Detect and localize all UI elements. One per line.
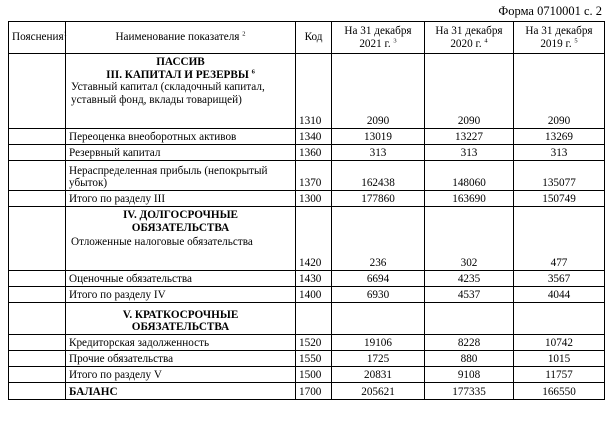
value-2020: 313 <box>425 145 514 161</box>
header-notes: Пояснения$^1$ <box>9 22 66 54</box>
notes-cell <box>9 207 66 271</box>
value-2019: 166550 <box>514 383 605 400</box>
header-2020: На 31 декабря 2020 г. $^4$ <box>425 22 514 54</box>
table-row <box>9 287 605 303</box>
table-row <box>9 145 605 161</box>
value-2021: 313 <box>332 145 425 161</box>
table-row <box>9 271 605 287</box>
value-2020: 4235 <box>425 271 514 287</box>
value-2019: 150749 <box>514 191 605 207</box>
table-row <box>9 54 605 129</box>
notes-cell <box>9 303 66 335</box>
value-2019: 1015 <box>514 351 605 367</box>
notes-cell <box>9 191 66 207</box>
notes-cell <box>9 287 66 303</box>
section3-header-cell <box>66 54 296 129</box>
notes-cell <box>9 54 66 129</box>
row-code: 1420 <box>296 207 332 271</box>
row-name-ustav: Уставный капитал (складочный капитал, уставный фонд, вклады товарищей) <box>71 81 265 106</box>
section-title-longterm: IV. ДОЛГОСРОЧНЫЕ <box>122 209 239 221</box>
row-code: 1430 <box>296 271 332 287</box>
value-2020: 9108 <box>425 367 514 383</box>
value-2021: 205621 <box>332 383 425 400</box>
value-2020: 8228 <box>425 335 514 351</box>
value-2019: 477 <box>514 207 605 271</box>
row-code: 1300 <box>296 191 332 207</box>
row-code: 1340 <box>296 129 332 145</box>
row-code: 1400 <box>296 287 332 303</box>
table-row <box>9 207 605 271</box>
row-code: 1500 <box>296 367 332 383</box>
row-name-balance: БАЛАНС <box>66 383 296 400</box>
row-code: 1310 <box>296 54 332 129</box>
row-name: Итого по разделу V <box>66 367 296 383</box>
table-row <box>9 161 605 191</box>
value-2021: 6694 <box>332 271 425 287</box>
row-code: 1360 <box>296 145 332 161</box>
value-2019: 135077 <box>514 161 605 191</box>
row-code: 1370 <box>296 161 332 191</box>
row-code: 1520 <box>296 335 332 351</box>
value-2021: 13019 <box>332 129 425 145</box>
value-2019: 13269 <box>514 129 605 145</box>
notes-cell <box>9 129 66 145</box>
table-row <box>9 335 605 351</box>
table-row <box>9 191 605 207</box>
row-name: Нераспределенная прибыль (непокрытый убыток) <box>66 161 296 191</box>
row-name: Итого по разделу IV <box>66 287 296 303</box>
value-2020: 163690 <box>425 191 514 207</box>
value-2019: 10742 <box>514 335 605 351</box>
value-2021: 1725 <box>332 351 425 367</box>
form-code: Форма 0710001 с. 2 <box>498 4 602 18</box>
header-2019: На 31 декабря 2019 г. $^5$ <box>514 22 605 54</box>
row-name: Итого по разделу III <box>66 191 296 207</box>
row-code: 1550 <box>296 351 332 367</box>
section5-header-cell <box>66 303 296 335</box>
header-name: Наименование показателя $^2$ <box>66 22 296 54</box>
notes-cell <box>9 145 66 161</box>
value-2020: 177335 <box>425 383 514 400</box>
table-row <box>9 351 605 367</box>
row-name: Прочие обязательства <box>66 351 296 367</box>
row-name-otlozh: Отложенные налоговые обязательства <box>71 236 253 249</box>
header-row <box>9 22 605 54</box>
value-2020: 148060 <box>425 161 514 191</box>
notes-cell <box>9 367 66 383</box>
balance-sheet-table <box>8 21 605 400</box>
row-name: Резервный капитал <box>66 145 296 161</box>
value-2019: 11757 <box>514 367 605 383</box>
value-2020: 13227 <box>425 129 514 145</box>
value-2020: 880 <box>425 351 514 367</box>
notes-cell <box>9 161 66 191</box>
section-title-shortterm: V. КРАТКОСРОЧНЫЕ <box>122 308 239 321</box>
value-2019: 2090 <box>514 54 605 129</box>
table-row <box>9 367 605 383</box>
notes-cell <box>9 383 66 400</box>
table-row <box>9 303 605 335</box>
value-cell <box>514 303 605 335</box>
value-2020: 4537 <box>425 287 514 303</box>
value-2019: 4044 <box>514 287 605 303</box>
value-2020: 302 <box>425 207 514 271</box>
section-title-capital: III. КАПИТАЛ И РЕЗЕРВЫ $^6$ <box>106 67 255 81</box>
row-name: Переоценка внеоборотных активов <box>66 129 296 145</box>
value-2021: 236 <box>332 207 425 271</box>
section4-header-cell <box>66 207 296 271</box>
value-2019: 313 <box>514 145 605 161</box>
value-2019: 3567 <box>514 271 605 287</box>
section-title-longterm-2: ОБЯЗАТЕЛЬСТВА <box>131 221 230 234</box>
row-name: Оценочные обязательства <box>66 271 296 287</box>
table-row <box>9 129 605 145</box>
balance-row <box>9 383 605 400</box>
notes-cell <box>9 351 66 367</box>
code-cell <box>296 303 332 335</box>
notes-cell <box>9 271 66 287</box>
value-2021: 2090 <box>332 54 425 129</box>
value-2021: 162438 <box>332 161 425 191</box>
value-2021: 19106 <box>332 335 425 351</box>
notes-cell <box>9 335 66 351</box>
value-cell <box>332 303 425 335</box>
section-title-passiv: ПАССИВ <box>156 56 205 68</box>
value-2021: 6930 <box>332 287 425 303</box>
value-2020: 2090 <box>425 54 514 129</box>
header-code: Код <box>296 22 332 54</box>
value-2021: 20831 <box>332 367 425 383</box>
row-name: Кредиторская задолженность <box>66 335 296 351</box>
value-2021: 177860 <box>332 191 425 207</box>
row-code: 1700 <box>296 383 332 400</box>
header-2021: На 31 декабря 2021 г. $^3$ <box>332 22 425 54</box>
section-title-shortterm-2: ОБЯЗАТЕЛЬСТВА <box>131 321 230 334</box>
value-cell <box>425 303 514 335</box>
